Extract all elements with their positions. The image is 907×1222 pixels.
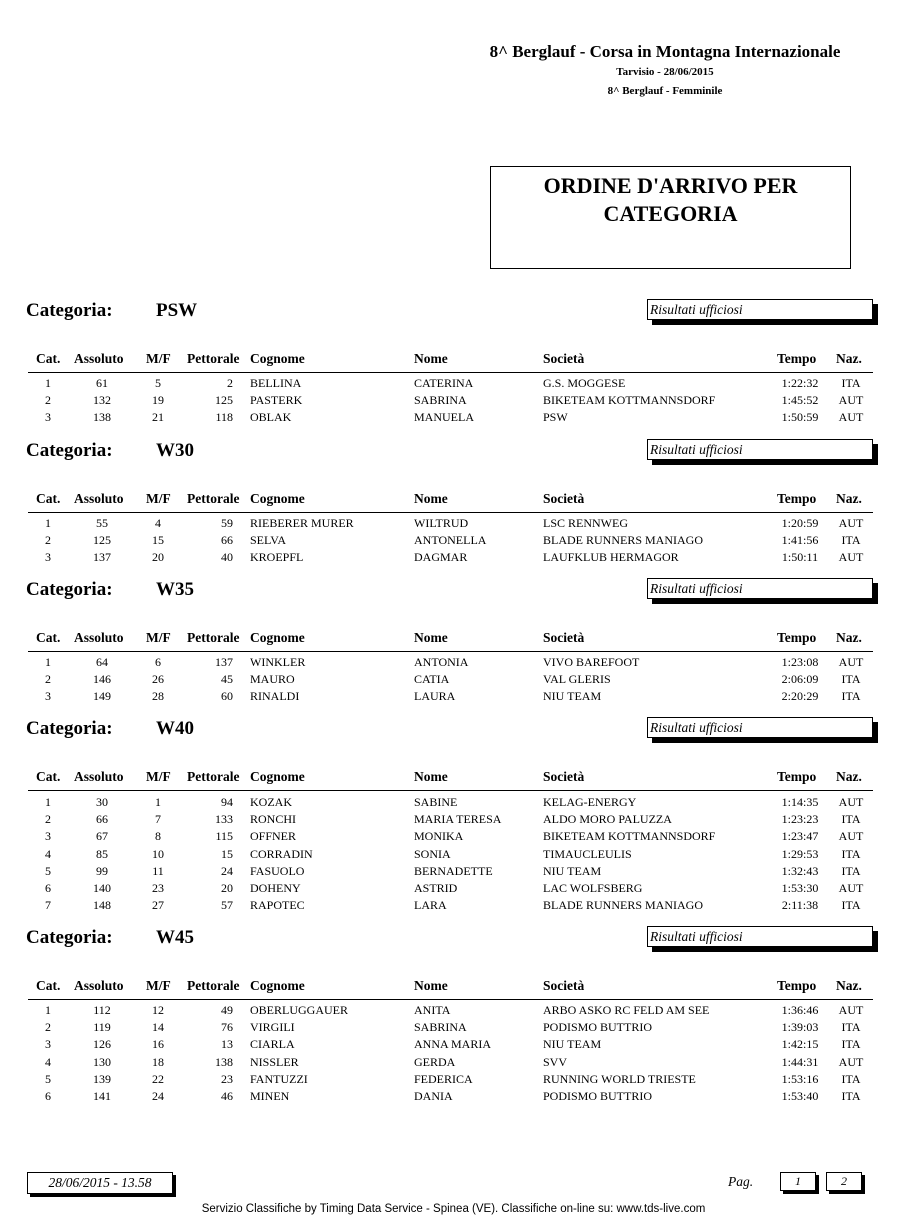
cell-cognome: BELLINA	[250, 376, 302, 390]
cell-naz: ITA	[841, 1089, 861, 1103]
col-header-tempo: Tempo	[777, 351, 817, 366]
col-header-societa: Società	[543, 351, 585, 366]
cell-cognome: PASTERK	[250, 393, 303, 408]
header-rule	[28, 512, 873, 513]
cell-naz: AUT	[838, 795, 864, 809]
cell-pettorale: 125	[215, 393, 233, 408]
category-name: W45	[156, 927, 194, 948]
cell-nome: SONIA	[414, 846, 451, 861]
cell-nome: GERDA	[414, 1054, 456, 1069]
col-header-assoluto: Assoluto	[74, 978, 124, 993]
cell-tempo: 1:14:35	[781, 795, 819, 809]
cell-mf: 5	[155, 376, 161, 390]
cell-tempo: 2:06:09	[781, 672, 819, 687]
col-header-cognome: Cognome	[250, 978, 305, 993]
category-title	[26, 300, 197, 322]
cell-nome: LAURA	[414, 689, 456, 704]
cell-nome: SABRINA	[414, 1020, 467, 1035]
cell-tempo: 1:53:40	[781, 1089, 819, 1103]
cell-nome: ANTONIA	[414, 655, 469, 669]
col-header-tempo: Tempo	[777, 630, 817, 645]
cell-mf: 26	[152, 672, 164, 687]
cell-societa: NIU TEAM	[543, 689, 602, 704]
cell-nome: SABINE	[414, 795, 458, 809]
cell-assoluto: 67	[96, 829, 108, 844]
cell-societa: NIU TEAM	[543, 863, 602, 878]
cell-assoluto: 139	[93, 1071, 111, 1086]
col-header-cat: Cat.	[36, 978, 61, 993]
cell-mf: 19	[152, 393, 164, 408]
cell-pettorale: 59	[221, 516, 233, 530]
cell-nome: DAGMAR	[414, 550, 468, 565]
cell-cat: 4	[45, 846, 51, 861]
cell-societa: VAL GLERIS	[543, 672, 611, 687]
cell-cognome: SELVA	[250, 533, 287, 548]
cell-assoluto: 140	[93, 881, 111, 895]
cell-pettorale: 138	[215, 1054, 233, 1069]
col-header-cat: Cat.	[36, 351, 61, 366]
cell-cognome: DOHENY	[250, 881, 301, 895]
cell-societa: NIU TEAM	[543, 1037, 602, 1052]
cell-pettorale: 66	[221, 533, 233, 548]
cell-nome: FEDERICA	[414, 1071, 473, 1086]
cell-pettorale: 24	[221, 863, 233, 878]
cell-mf: 14	[152, 1020, 164, 1035]
cell-nome: MANUELA	[414, 410, 474, 425]
cell-assoluto: 99	[96, 863, 108, 878]
cell-mf: 21	[152, 410, 164, 425]
cell-naz: ITA	[841, 846, 861, 861]
event-race: 8^ Berglauf - Femminile	[607, 85, 723, 97]
cell-cognome: OFFNER	[250, 829, 297, 844]
cell-tempo: 1:53:30	[781, 881, 819, 895]
cell-assoluto: 149	[93, 689, 111, 704]
col-header-tempo: Tempo	[777, 491, 817, 506]
col-header-pettorale: Pettorale	[187, 630, 240, 645]
cell-tempo: 1:39:03	[781, 1020, 819, 1035]
cell-assoluto: 125	[93, 533, 111, 548]
col-header-tempo: Tempo	[777, 978, 817, 993]
cell-mf: 11	[152, 863, 164, 878]
cell-tempo: 1:45:52	[781, 393, 819, 408]
category-label: Categoria:	[26, 927, 113, 948]
header-rule	[28, 999, 873, 1000]
cell-naz: AUT	[838, 393, 864, 408]
cell-cognome: CORRADIN	[250, 846, 313, 861]
category-label: Categoria:	[26, 579, 113, 600]
cell-naz: ITA	[841, 898, 861, 913]
cell-cognome: RONCHI	[250, 812, 297, 827]
cell-societa: BIKETEAM KOTTMANNSDORF	[543, 393, 716, 408]
cell-societa: PODISMO BUTTRIO	[543, 1020, 653, 1035]
event-place-date: Tarvisio - 28/06/2015	[616, 66, 714, 78]
col-header-societa: Società	[543, 769, 585, 784]
cell-assoluto: 119	[93, 1020, 111, 1035]
cell-societa: BIKETEAM KOTTMANNSDORF	[543, 829, 716, 844]
category-title	[26, 718, 194, 740]
col-header-nome: Nome	[414, 491, 448, 506]
header-rule	[28, 372, 873, 373]
cell-pettorale: 40	[221, 550, 233, 565]
col-header-cat: Cat.	[36, 769, 61, 784]
cell-nome: MARIA TERESA	[414, 812, 502, 827]
cell-mf: 16	[152, 1037, 164, 1052]
cell-assoluto: 137	[93, 550, 111, 565]
cell-cat: 2	[45, 672, 51, 687]
cell-cat: 3	[45, 1037, 51, 1052]
cell-naz: ITA	[841, 812, 861, 827]
cell-naz: AUT	[838, 516, 864, 530]
col-header-naz: Naz.	[836, 491, 862, 506]
cell-cognome: FASUOLO	[250, 863, 305, 878]
category-title	[26, 927, 194, 949]
cell-societa: KELAG-ENERGY	[543, 795, 637, 809]
cell-assoluto: 64	[96, 655, 108, 669]
cell-naz: AUT	[838, 410, 864, 425]
cell-pettorale: 15	[221, 846, 233, 861]
cell-assoluto: 148	[93, 898, 111, 913]
cell-societa: LAUFKLUB HERMAGOR	[543, 550, 679, 565]
col-header-pettorale: Pettorale	[187, 978, 240, 993]
cell-cat: 3	[45, 689, 51, 704]
cell-pettorale: 2	[227, 376, 233, 390]
cell-tempo: 1:44:31	[781, 1054, 819, 1069]
cell-cognome: WINKLER	[250, 655, 306, 669]
page-total: 2	[826, 1172, 862, 1191]
cell-pettorale: 13	[221, 1037, 233, 1052]
unofficial-results-badge: Risultati ufficiosi	[647, 578, 873, 599]
event-title: 8^ Berglauf - Corsa in Montagna Internazionale	[489, 42, 841, 61]
page-label: Pag.	[728, 1174, 754, 1189]
cell-mf: 24	[152, 1089, 164, 1103]
category-title	[26, 440, 194, 462]
cell-cognome: OBERLUGGAUER	[250, 1003, 348, 1017]
cell-mf: 22	[152, 1071, 164, 1086]
cell-cognome: RAPOTEC	[250, 898, 305, 913]
cell-cat: 3	[45, 410, 51, 425]
cell-nome: WILTRUD	[414, 516, 469, 530]
report-title-line2: CATEGORIA	[603, 201, 738, 226]
col-header-cat: Cat.	[36, 630, 61, 645]
cell-assoluto: 112	[93, 1003, 111, 1017]
cell-mf: 23	[152, 881, 164, 895]
col-header-naz: Naz.	[836, 630, 862, 645]
cell-pettorale: 45	[221, 672, 233, 687]
cell-mf: 15	[152, 533, 164, 548]
cell-societa: LAC WOLFSBERG	[543, 881, 643, 895]
col-header-tempo: Tempo	[777, 769, 817, 784]
cell-naz: ITA	[841, 1071, 861, 1086]
category-name: PSW	[156, 300, 198, 321]
cell-pettorale: 23	[221, 1071, 233, 1086]
cell-assoluto: 85	[96, 846, 108, 861]
cell-nome: CATERINA	[414, 376, 474, 390]
cell-tempo: 1:32:43	[781, 863, 819, 878]
category-label: Categoria:	[26, 300, 113, 321]
cell-tempo: 1:36:46	[781, 1003, 819, 1017]
cell-cat: 2	[45, 393, 51, 408]
col-header-societa: Società	[543, 978, 585, 993]
cell-nome: ANITA	[414, 1003, 451, 1017]
cell-pettorale: 94	[221, 795, 233, 809]
cell-cat: 6	[45, 1089, 51, 1103]
cell-societa: ARBO ASKO RC FELD AM SEE	[543, 1003, 710, 1017]
cell-pettorale: 60	[221, 689, 233, 704]
col-header-mf: M/F	[146, 978, 171, 993]
cell-assoluto: 132	[93, 393, 111, 408]
col-header-cognome: Cognome	[250, 769, 305, 784]
col-header-mf: M/F	[146, 769, 171, 784]
col-header-naz: Naz.	[836, 769, 862, 784]
cell-cognome: MINEN	[250, 1089, 290, 1103]
cell-mf: 20	[152, 550, 164, 565]
cell-mf: 12	[152, 1003, 164, 1017]
cell-mf: 28	[152, 689, 164, 704]
cell-assoluto: 30	[96, 795, 108, 809]
col-header-cat: Cat.	[36, 491, 61, 506]
cell-societa: PSW	[543, 410, 568, 425]
cell-naz: AUT	[838, 550, 864, 565]
cell-cat: 1	[45, 655, 51, 669]
cell-assoluto: 138	[93, 410, 111, 425]
cell-societa: BLADE RUNNERS MANIAGO	[543, 898, 704, 913]
col-header-nome: Nome	[414, 351, 448, 366]
cell-pettorale: 133	[215, 812, 233, 827]
unofficial-results-badge: Risultati ufficiosi	[647, 439, 873, 460]
cell-naz: ITA	[841, 1037, 861, 1052]
cell-assoluto: 130	[93, 1054, 111, 1069]
col-header-assoluto: Assoluto	[74, 630, 124, 645]
cell-cognome: OBLAK	[250, 410, 292, 425]
cell-cat: 2	[45, 812, 51, 827]
cell-naz: AUT	[838, 881, 864, 895]
col-header-cognome: Cognome	[250, 491, 305, 506]
col-header-nome: Nome	[414, 630, 448, 645]
cell-cat: 4	[45, 1054, 51, 1069]
cell-naz: AUT	[838, 829, 864, 844]
category-name: W30	[156, 440, 194, 461]
cell-naz: ITA	[841, 1020, 861, 1035]
category-title	[26, 579, 194, 601]
cell-societa: ALDO MORO PALUZZA	[543, 812, 672, 827]
category-name: W40	[156, 718, 194, 739]
cell-pettorale: 57	[221, 898, 233, 913]
cell-naz: ITA	[841, 863, 861, 878]
cell-tempo: 1:53:16	[781, 1071, 819, 1086]
cell-mf: 27	[152, 898, 164, 913]
cell-naz: ITA	[841, 689, 861, 704]
cell-cat: 2	[45, 533, 51, 548]
cell-nome: MONIKA	[414, 829, 464, 844]
cell-cognome: VIRGILI	[250, 1020, 295, 1035]
cell-tempo: 1:50:11	[781, 550, 819, 565]
cell-tempo: 2:11:38	[781, 898, 819, 913]
col-header-pettorale: Pettorale	[187, 491, 240, 506]
cell-societa: VIVO BAREFOOT	[543, 655, 640, 669]
cell-nome: BERNADETTE	[414, 863, 493, 878]
cell-mf: 10	[152, 846, 164, 861]
cell-societa: G.S. MOGGESE	[543, 376, 626, 390]
cell-assoluto: 141	[93, 1089, 111, 1103]
cell-pettorale: 49	[221, 1003, 233, 1017]
col-header-societa: Società	[543, 491, 585, 506]
cell-nome: ANNA MARIA	[414, 1037, 492, 1052]
col-header-cognome: Cognome	[250, 630, 305, 645]
cell-cognome: KOZAK	[250, 795, 292, 809]
cell-assoluto: 126	[93, 1037, 111, 1052]
cell-cognome: CIARLA	[250, 1037, 295, 1052]
cell-cognome: RINALDI	[250, 689, 300, 704]
cell-nome: DANIA	[414, 1089, 453, 1103]
cell-pettorale: 76	[221, 1020, 233, 1035]
service-credit: Servizio Classifiche by Timing Data Service - Spinea (VE). Classifiche on-line su: www.tds-live.com	[201, 1203, 706, 1215]
cell-cat: 6	[45, 881, 51, 895]
cell-mf: 1	[155, 795, 161, 809]
header-rule	[28, 790, 873, 791]
cell-tempo: 1:23:08	[781, 655, 819, 669]
unofficial-results-badge: Risultati ufficiosi	[647, 299, 873, 320]
cell-naz: AUT	[838, 1054, 864, 1069]
report-title-line1: ORDINE D'ARRIVO PER	[543, 173, 798, 198]
col-header-mf: M/F	[146, 630, 171, 645]
header-rule	[28, 651, 873, 652]
cell-nome: ASTRID	[414, 881, 458, 895]
cell-naz: ITA	[841, 672, 861, 687]
cell-societa: PODISMO BUTTRIO	[543, 1089, 653, 1103]
category-label: Categoria:	[26, 440, 113, 461]
cell-cat: 2	[45, 1020, 51, 1035]
cell-cat: 1	[45, 1003, 51, 1017]
col-header-pettorale: Pettorale	[187, 351, 240, 366]
cell-tempo: 1:41:56	[781, 533, 819, 548]
cell-cat: 5	[45, 863, 51, 878]
cell-mf: 7	[155, 812, 161, 827]
report-title-box	[490, 166, 851, 269]
cell-nome: ANTONELLA	[414, 533, 487, 548]
cell-pettorale: 115	[215, 829, 233, 844]
cell-cognome: NISSLER	[250, 1054, 299, 1069]
unofficial-results-badge: Risultati ufficiosi	[647, 717, 873, 738]
cell-tempo: 1:22:32	[781, 376, 819, 390]
cell-cat: 3	[45, 550, 51, 565]
cell-assoluto: 61	[96, 376, 108, 390]
cell-naz: AUT	[838, 1003, 864, 1017]
cell-naz: AUT	[838, 655, 864, 669]
cell-tempo: 1:50:59	[781, 410, 819, 425]
cell-mf: 8	[155, 829, 161, 844]
cell-societa: SVV	[543, 1054, 568, 1069]
cell-cat: 3	[45, 829, 51, 844]
cell-societa: BLADE RUNNERS MANIAGO	[543, 533, 704, 548]
cell-nome: CATIA	[414, 672, 450, 687]
cell-pettorale: 118	[215, 410, 233, 425]
col-header-pettorale: Pettorale	[187, 769, 240, 784]
cell-assoluto: 55	[96, 516, 108, 530]
cell-assoluto: 66	[96, 812, 108, 827]
cell-nome: LARA	[414, 898, 447, 913]
cell-cognome: MAURO	[250, 672, 295, 687]
cell-mf: 18	[152, 1054, 164, 1069]
cell-societa: TIMAUCLEULIS	[543, 846, 632, 861]
cell-cognome: FANTUZZI	[250, 1071, 308, 1086]
col-header-mf: M/F	[146, 491, 171, 506]
cell-cat: 1	[45, 376, 51, 390]
cell-societa: RUNNING WORLD TRIESTE	[543, 1071, 696, 1086]
cell-pettorale: 46	[221, 1089, 233, 1103]
cell-tempo: 1:23:47	[781, 829, 819, 844]
category-name: W35	[156, 579, 194, 600]
cell-mf: 4	[155, 516, 161, 530]
unofficial-results-badge: Risultati ufficiosi	[647, 926, 873, 947]
col-header-mf: M/F	[146, 351, 171, 366]
cell-tempo: 1:23:23	[781, 812, 819, 827]
cell-pettorale: 20	[221, 881, 233, 895]
cell-naz: ITA	[841, 533, 861, 548]
col-header-naz: Naz.	[836, 978, 862, 993]
col-header-nome: Nome	[414, 978, 448, 993]
cell-cat: 5	[45, 1071, 51, 1086]
page-number: 1	[780, 1172, 816, 1191]
cell-tempo: 2:20:29	[781, 689, 819, 704]
cell-cognome: RIEBERER MURER	[250, 516, 354, 530]
col-header-societa: Società	[543, 630, 585, 645]
cell-mf: 6	[155, 655, 161, 669]
cell-cognome: KROEPFL	[250, 550, 304, 565]
col-header-naz: Naz.	[836, 351, 862, 366]
cell-naz: ITA	[841, 376, 861, 390]
col-header-assoluto: Assoluto	[74, 491, 124, 506]
cell-pettorale: 137	[215, 655, 233, 669]
col-header-assoluto: Assoluto	[74, 769, 124, 784]
cell-nome: SABRINA	[414, 393, 467, 408]
print-datetime: 28/06/2015 - 13.58	[27, 1172, 173, 1194]
cell-tempo: 1:42:15	[781, 1037, 819, 1052]
col-header-assoluto: Assoluto	[74, 351, 124, 366]
cell-societa: LSC RENNWEG	[543, 516, 628, 530]
category-label: Categoria:	[26, 718, 113, 739]
cell-tempo: 1:20:59	[781, 516, 819, 530]
cell-cat: 7	[45, 898, 51, 913]
cell-cat: 1	[45, 795, 51, 809]
col-header-nome: Nome	[414, 769, 448, 784]
cell-assoluto: 146	[93, 672, 111, 687]
cell-tempo: 1:29:53	[781, 846, 819, 861]
cell-cat: 1	[45, 516, 51, 530]
col-header-cognome: Cognome	[250, 351, 305, 366]
